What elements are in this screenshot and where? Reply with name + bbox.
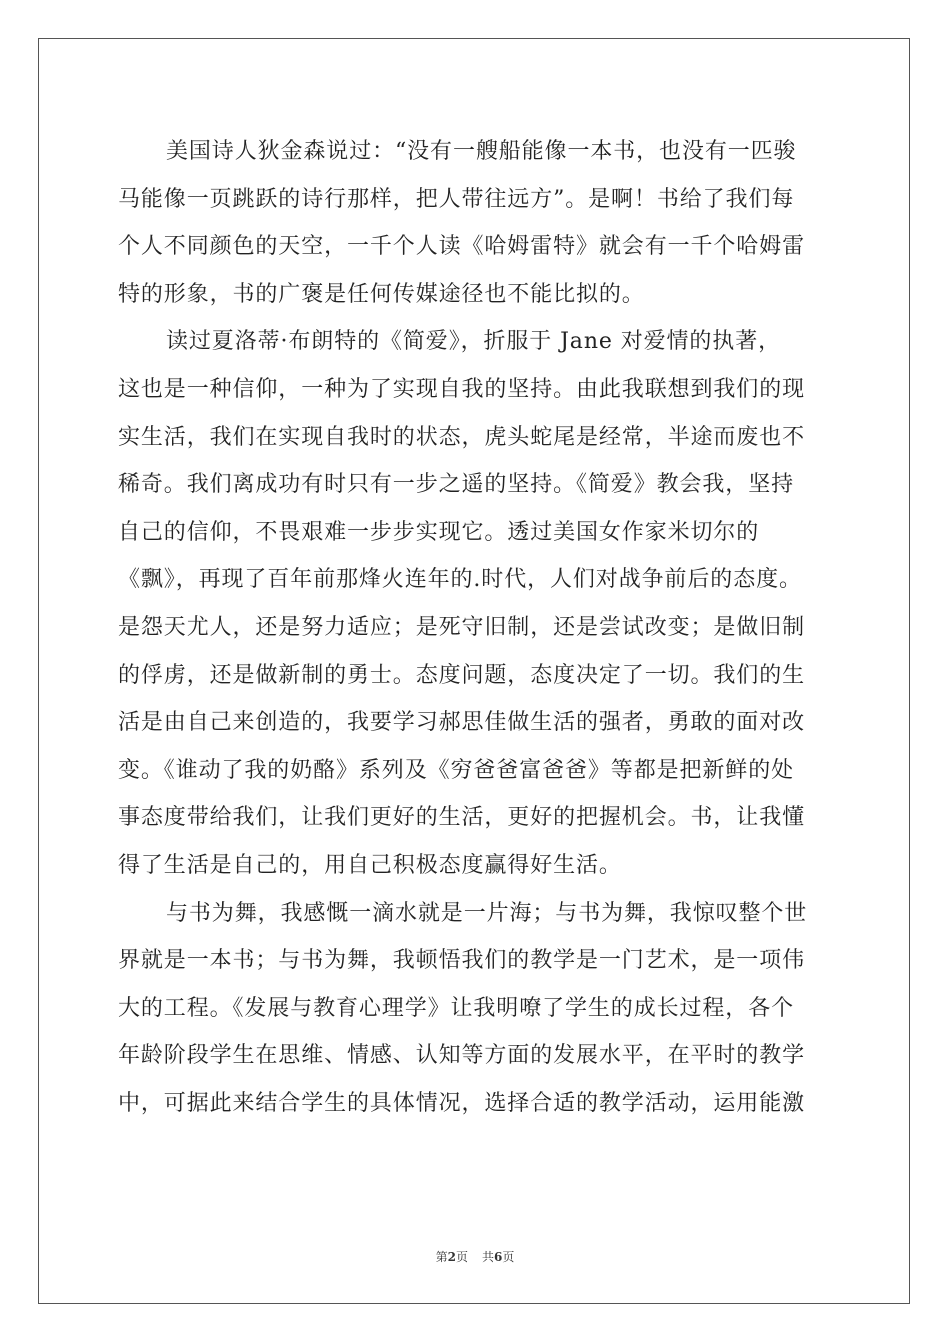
page-footer: [0, 1248, 950, 1265]
text-line: 与书为舞，我感慨一滴水就是一片海；与书为舞，我惊叹整个世: [166, 900, 808, 926]
text-line: 实生活，我们在实现自我时的状态，虎头蛇尾是经常，半途而废也不: [118, 424, 806, 450]
text-line: 特的形象，书的广褒是任何传媒途径也不能比拟的。: [118, 281, 645, 307]
text-line: 事态度带给我们，让我们更好的生活，更好的把握机会。书，让我懂: [118, 805, 806, 831]
text-line: 美国诗人狄金森说过：“没有一艘船能像一本书，也没有一匹骏: [166, 139, 797, 164]
total-pages-prefix: 共: [482, 1250, 495, 1264]
page-number-suffix: 页: [455, 1250, 468, 1264]
page-number-prefix: 第: [435, 1250, 448, 1264]
paragraph-2: [118, 318, 834, 889]
document-body: [118, 128, 834, 1127]
paragraph-1: [118, 128, 834, 318]
text-line: 大的工程。《发展与教育心理学》让我明嘹了学生的成长过程，各个: [118, 995, 795, 1021]
text-line: 活是由自己来创造的，我要学习郝思佳做生活的强者，勇敢的面对改: [118, 710, 806, 736]
text-line: 是怨天尤人，还是努力适应；是死守旧制，还是尝试改变；是做旧制: [118, 614, 806, 640]
text-line: 得了生活是自己的，用自己积极态度赢得好生活。: [118, 852, 622, 878]
text-line: 年龄阶段学生在思维、情感、认知等方面的发展水平，在平时的教学: [118, 1043, 806, 1069]
text-line: 读过夏洛蒂·布朗特的《简爱》，折服于 Jane 对爱情的执著，: [166, 329, 782, 355]
total-pages-number: 6: [494, 1250, 503, 1264]
text-line: 的俘虏，还是做新制的勇士。态度问题，态度决定了一切。我们的生: [118, 662, 806, 688]
total-pages-suffix: 页: [502, 1250, 515, 1264]
text-line: 稀奇。我们离成功有时只有一步之遥的坚持。《简爱》教会我，坚持: [118, 472, 795, 498]
text-line: 中，可据此来结合学生的具体情况，选择合适的教学活动，运用能激: [118, 1090, 806, 1116]
text-line: 《飘》，再现了百年前那烽火连年的.时代，人们对战争前后的态度。: [118, 567, 802, 593]
text-line: 个人不同颜色的天空，一千个人读《哈姆雷特》就会有一千个哈姆雷: [118, 234, 806, 260]
current-page-number: 2: [447, 1250, 456, 1264]
text-line: 马能像一页跳跃的诗行那样，把人带往远方”。是啊！书给了我们每: [118, 186, 795, 212]
text-line: 界就是一本书；与书为舞，我顿悟我们的教学是一门艺术，是一项伟: [118, 948, 806, 974]
paragraph-3: [118, 890, 834, 1128]
text-line: 自己的信仰，不畏艰难一步步实现它。透过美国女作家米切尔的: [118, 519, 760, 545]
text-line: 变。《谁动了我的奶酪》系列及《穷爸爸富爸爸》等都是把新鲜的处: [118, 757, 795, 783]
text-line: 这也是一种信仰，一种为了实现自我的坚持。由此我联想到我们的现: [118, 376, 806, 402]
